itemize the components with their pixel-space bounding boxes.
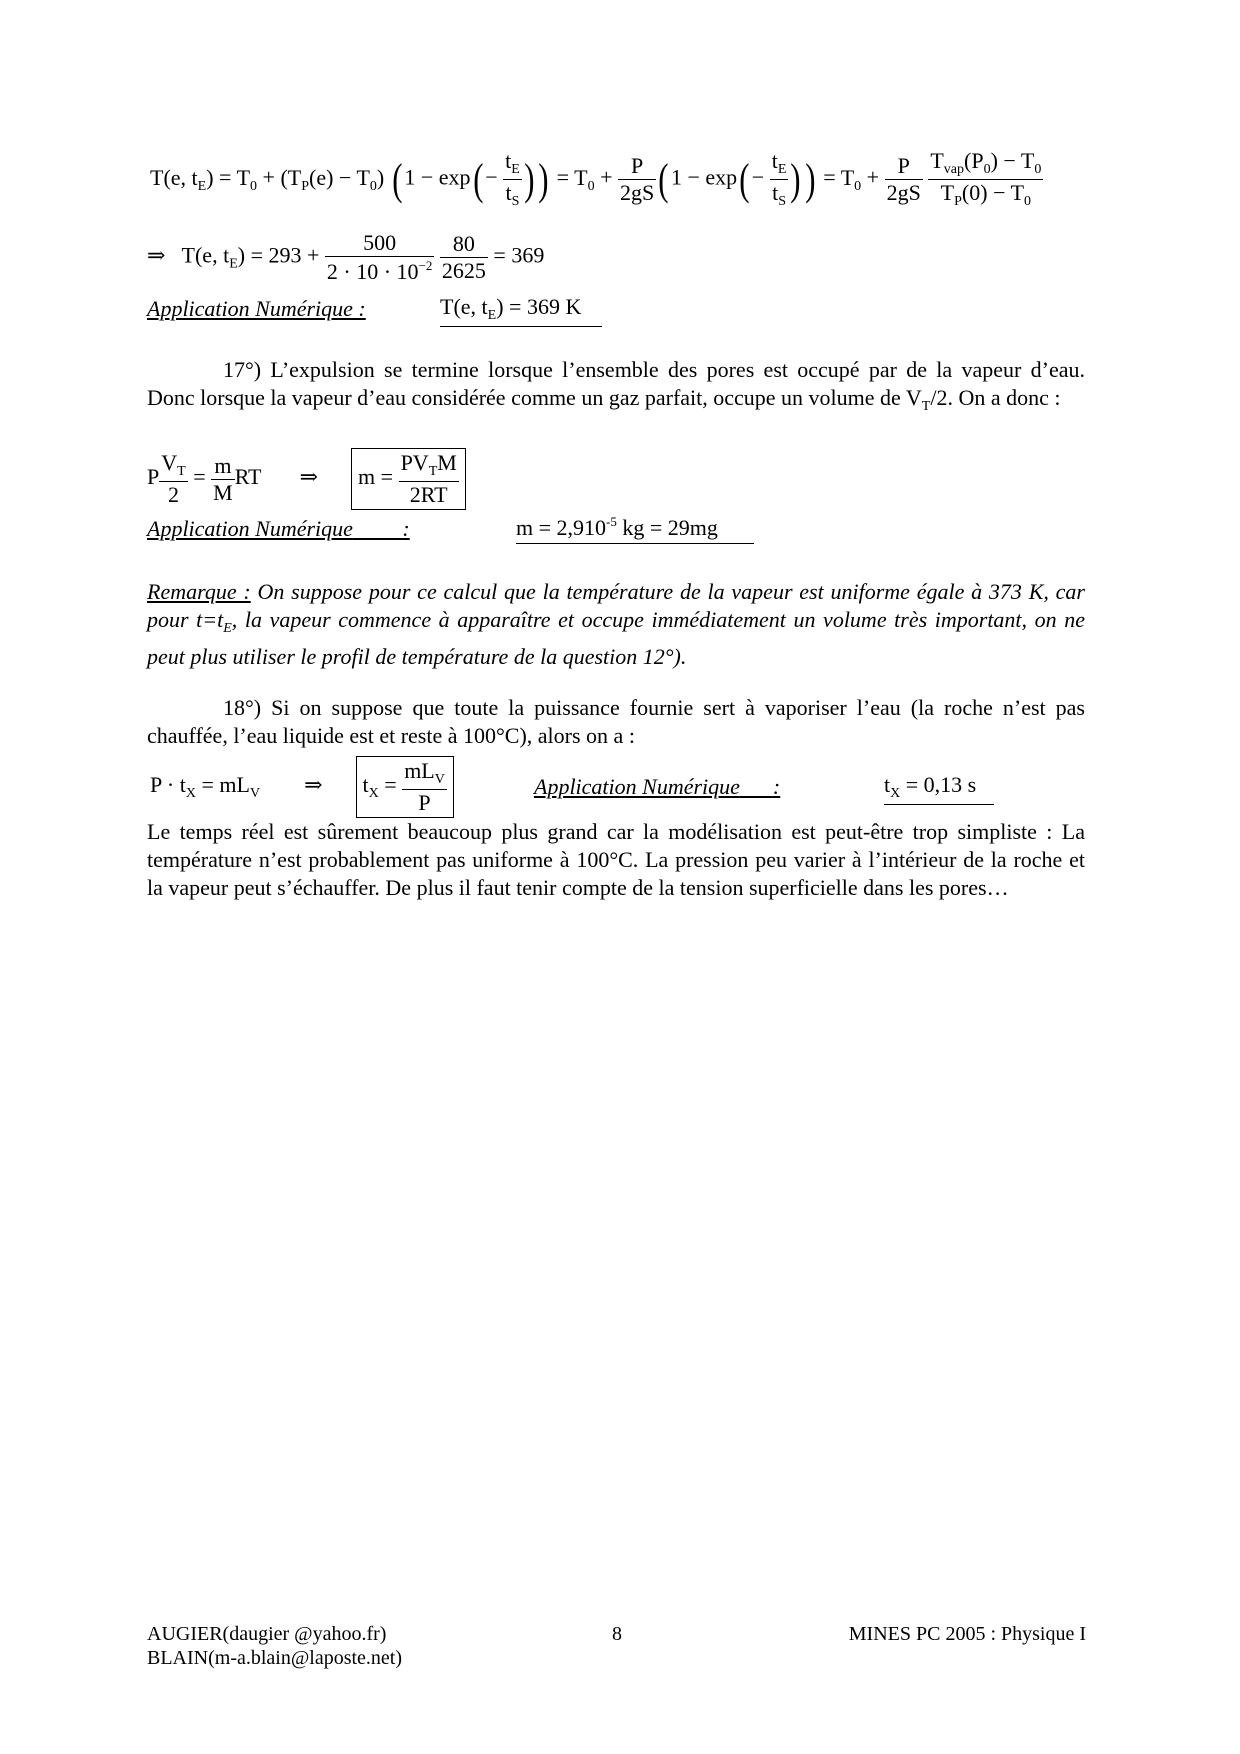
equation-mass: P $\frac{V_T}{2}$ = $\frac{m}{M}$ RT ⇒ m = $\frac{PV_TM}{2RT}$ xyxy=(147,448,466,510)
question-17-text: 17°) L’expulsion se termine lorsque l’ensemble des pores est occupé par de la vapeur d’eau. Donc lorsque la vapeur d’eau considérée comme un gaz parfait, occupe un volume de $V_T/2$. On a donc : xyxy=(147,357,1085,414)
question-18-text: 18°) Si on suppose que toute la puissance fournie sert à vaporiser l’eau (la roche n’est pas chauffée, l’eau liquide est et reste à 100°C), alors on a : xyxy=(147,695,1085,748)
fraction-P-2gS: $\frac{P}{2gS}$ xyxy=(620,153,655,205)
equation-temperature-profile: T(e, $t_E) = T_0 + (T_P(e) - T_0)$ (1 − exp(− $\frac{t_E}{t_S}$ )) = $T_0$ + $\frac{P}{2gS}$ (1 − exp(− $\frac{t_E}{t_S}$ )) = $T_0$ + $\frac{P}{2gS}$ $\frac{T_{vap}(P_0) - T_0}{T_P(0) - T_0}$ xyxy=(150,148,1042,209)
app-value-3: $t_X = 0,13$ s xyxy=(884,772,994,805)
eq1-lhs: T(e, $t_E$) xyxy=(150,164,214,194)
fraction-Tvap: $\frac{T_{vap}(P_0) - T_0}{T_P(0) - T_0}$ xyxy=(930,148,1042,209)
fraction-tE-tS: $\frac{t_E}{t_S}$ xyxy=(505,148,520,209)
app-label-1: Application Numérique : xyxy=(147,296,366,321)
remark-text: Remarque : On suppose pour ce calcul que la température de la vapeur est uniforme égale à 373 K, car pour $t=t_E$, la vapeur commence à apparaître et occupe immédiatement un volume très important, on ne peut plus utiliser le profil de température de la question 12°). xyxy=(147,579,1085,669)
footer-authors xyxy=(147,1622,402,1670)
app-label-3: Application Numérique : xyxy=(534,774,781,799)
boxed-result-time: $t_X$ = $\frac{mL_V}{P}$ xyxy=(356,756,454,818)
equation-numeric: ⇒ T(e, $t_E) = 293$ + $\frac{500}{2 \cdot 10 \cdot 10^{-2}}$ $\frac{80}{2625}$ = 369 xyxy=(147,230,545,284)
app-value-2: $m = 2,910^{-5}$ kg = 29mg xyxy=(516,514,754,544)
conclusion-text: Le temps réel est sûrement beaucoup plus grand car la modélisation est peut-être trop simpliste : La température n’est probablement pas uniforme à 100°C. La pression peu varier à l’intérieur de la roche et la vapeur peut s’échauffer. De plus il faut tenir compte de la tension superficielle dans les pores… xyxy=(147,819,1085,900)
footer-author-1: AUGIER(daugier @yahoo.fr) xyxy=(147,1623,387,1645)
equation-time: $P \cdot t_X = mL_V$ ⇒ $t_X$ = $\frac{mL_V}{P}$ xyxy=(150,756,454,818)
boxed-result-mass: m = $\frac{PV_TM}{2RT}$ xyxy=(351,448,466,510)
footer-author-2: BLAIN(m-a.blain@laposte.net) xyxy=(147,1647,403,1669)
footer-title: MINES PC 2005 : Physique I xyxy=(848,1623,1086,1645)
app-label-2: Application Numérique : xyxy=(147,516,410,541)
footer-page-number: 8 xyxy=(612,1623,622,1645)
app-value-1: T(e, $t_E) = 369$ K xyxy=(440,294,602,327)
